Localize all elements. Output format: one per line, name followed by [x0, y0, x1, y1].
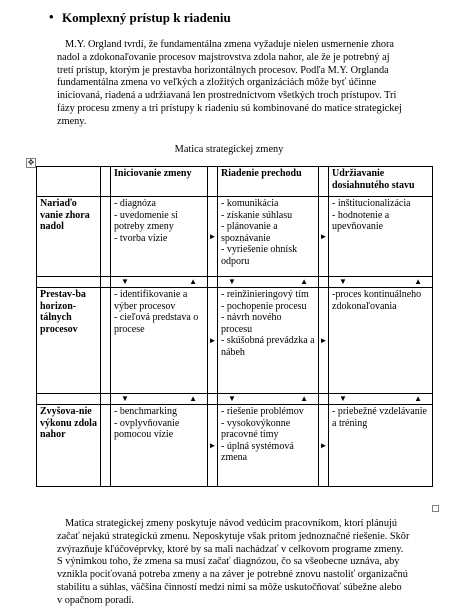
spacer-cell — [319, 394, 329, 405]
matrix-row-horizontal — [37, 288, 433, 394]
matrix-cell-item: - ovplyvňovanie pomocou vízie — [114, 417, 180, 441]
up-arrow-icon: ▲ — [414, 394, 422, 403]
matrix-cell-item: - pochopenie procesu — [221, 300, 307, 312]
matrix-cell-item: - cieľová predstava o procese — [114, 312, 199, 335]
spacer-cell — [101, 167, 111, 197]
down-arrow-icon: ▼ — [228, 394, 236, 403]
spacer-cell — [208, 167, 218, 197]
spacer-cell — [101, 405, 111, 487]
matrix-cell-item: - benchmarking — [114, 406, 178, 417]
table-resize-handle[interactable] — [432, 505, 439, 512]
row-header-top-down: Nariaďo vanie zhora nadol — [37, 197, 101, 277]
up-arrow-icon: ▲ — [300, 394, 308, 403]
corner-cell — [37, 167, 101, 197]
down-arrow-icon: ▼ — [121, 394, 129, 403]
table-caption: Matica strategickej zmeny — [174, 144, 284, 155]
arrow-row — [37, 277, 433, 288]
intro-line: tretí prístup, ktorým je prestavba horizontálnych procesov. Podľa M.Y. Orglanda — [57, 64, 389, 76]
matrix-cell — [218, 197, 319, 277]
vertical-arrows — [218, 277, 319, 288]
right-arrow-icon: ► — [319, 197, 329, 277]
matrix-cell — [218, 405, 319, 487]
matrix-cell — [111, 405, 208, 487]
matrix-row-top-down — [37, 197, 433, 277]
column-header-transition: Riadenie prechodu — [218, 167, 319, 197]
up-arrow-icon: ▲ — [300, 277, 308, 286]
vertical-arrows — [111, 277, 208, 288]
matrix-cell-item: - plánovanie a spoznávanie — [221, 221, 278, 244]
arrow-row — [37, 394, 433, 405]
section-heading — [49, 9, 231, 26]
vertical-arrows — [329, 277, 433, 288]
spacer-cell — [319, 277, 329, 288]
matrix-cell — [111, 288, 208, 394]
matrix-cell-item: - priebežné vzdelávanie a tréning — [332, 406, 427, 429]
closing-paragraph — [57, 518, 427, 608]
bullet-icon: • — [49, 9, 54, 24]
matrix-cell-item: - komunikácia — [221, 198, 279, 209]
up-arrow-icon: ▲ — [189, 394, 197, 403]
right-arrow-icon: ► — [208, 405, 218, 487]
closing-line: zvýrazňuje kľúčovéprvky, ktoré by sa mali nachádzať v celkovom programe zmeny. — [57, 543, 404, 555]
intro-line: fázy procesu zmeny a tri prístupy k riadeniu sú kombinované do matice strategickej — [57, 102, 402, 114]
matrix-cell-item: - reinžinieringový tím — [221, 289, 309, 300]
right-arrow-icon: ► — [208, 288, 218, 394]
matrix-cell-item: - vysokovýkonne pracovné tímy — [221, 417, 291, 441]
right-arrow-icon: ► — [208, 197, 218, 277]
row-header-horizontal: Prestav-ba horizon-tálnych procesov — [37, 288, 101, 394]
matrix-cell-item: - inštitucionalizácia — [332, 198, 411, 209]
matrix-cell-item: - úplná systémová zmena — [221, 440, 294, 464]
matrix-cell — [329, 288, 433, 394]
matrix-cell-item: -proces kontinuálneho zdokonaľovania — [332, 289, 422, 312]
matrix-cell-item: - skúšobná prevádzka a nábeh — [221, 335, 315, 358]
closing-line: začať nejakú strategickú zmenu. Neposkytuje však pritom jednoznačné riešenie. Skôr — [57, 530, 410, 542]
intro-line: nadol a zdokonaľovanie procesov majstrovstva zdola nahor, ale že je potrebný aj — [57, 51, 390, 63]
spacer-cell — [37, 394, 101, 405]
matrix-cell — [218, 288, 319, 394]
intro-line: fundamentálna zmena vo veľkých a zložitých organizáciách môže byť účinne — [57, 77, 377, 89]
spacer-cell — [101, 394, 111, 405]
matrix-cell — [329, 405, 433, 487]
intro-line: iniciovaná, riadená a udržiavaná len prostredníctvom všetkých troch prístupov. Tri — [57, 90, 397, 102]
matrix-cell-item: - identifikovanie a výber procesov — [114, 289, 188, 312]
section-title: Komplexný prístup k riadeniu — [62, 10, 231, 25]
spacer-cell — [101, 197, 111, 277]
matrix-cell-item: - diagnóza — [114, 198, 156, 209]
vertical-arrows — [329, 394, 433, 405]
column-header-initiation: Iniciovanie zmeny — [111, 167, 208, 197]
down-arrow-icon: ▼ — [339, 277, 347, 286]
down-arrow-icon: ▼ — [228, 277, 236, 286]
intro-paragraph — [57, 39, 427, 129]
intro-line: zmeny. — [57, 115, 87, 127]
spacer-cell — [208, 394, 218, 405]
matrix-cell-item: - tvorba vízie — [114, 232, 168, 244]
matrix-cell-item: - riešenie problémov — [221, 406, 304, 417]
column-header-sustain: Udržiavanie dosiahnutého stavu — [329, 167, 433, 197]
matrix-cell — [111, 197, 208, 277]
down-arrow-icon: ▼ — [339, 394, 347, 403]
vertical-arrows — [218, 394, 319, 405]
closing-line: Matica strategickej zmeny poskytuje návod vedúcim pracovníkom, ktorí plánujú — [65, 518, 397, 529]
up-arrow-icon: ▲ — [189, 277, 197, 286]
spacer-cell — [319, 167, 329, 197]
closing-line: S výnimkou toho, že zmena sa musí začať diagnózou, čo sa všeobecne uznáva, aby — [57, 556, 400, 568]
intro-line: M.Y. Orgland tvrdí, že fundamentálna zmena vyžaduje nielen usmernenie zhora — [65, 39, 395, 50]
spacer-cell — [101, 288, 111, 394]
closing-line: vznikla pociťovaná potreba zmeny a na záver je potrebné znovu nastoliť organizačnú — [57, 569, 408, 581]
spacer-cell — [101, 277, 111, 288]
spacer-cell — [37, 277, 101, 288]
up-arrow-icon: ▲ — [414, 277, 422, 286]
matrix-cell-item: - uvedomenie si potreby zmeny — [114, 209, 178, 233]
right-arrow-icon: ► — [319, 405, 329, 487]
matrix-cell-item: - návrh nového procesu — [221, 312, 282, 335]
strategic-change-matrix — [36, 166, 433, 487]
spacer-cell — [208, 277, 218, 288]
closing-line: stabilitu a súhlas, väčšina činností medzi nimi sa môže uskutočňovať súbežne alebo — [57, 581, 402, 593]
matrix-cell-item: - vyriešenie ohnísk odporu — [221, 244, 298, 267]
row-header-bottom-up: Zvyšova-nie výkonu zdola nahor — [37, 405, 101, 487]
matrix-cell-item: - získanie súhlasu — [221, 209, 293, 221]
vertical-arrows — [111, 394, 208, 405]
closing-line: v opačnom poradí. — [57, 594, 134, 606]
matrix-cell — [329, 197, 433, 277]
down-arrow-icon: ▼ — [121, 277, 129, 286]
right-arrow-icon: ► — [319, 288, 329, 394]
matrix-cell-item: - hodnotenie a upevňovanie — [332, 209, 390, 233]
matrix-header-row — [37, 167, 433, 197]
table-move-handle-icon[interactable]: ✥ — [27, 158, 35, 167]
matrix-row-bottom-up — [37, 405, 433, 487]
